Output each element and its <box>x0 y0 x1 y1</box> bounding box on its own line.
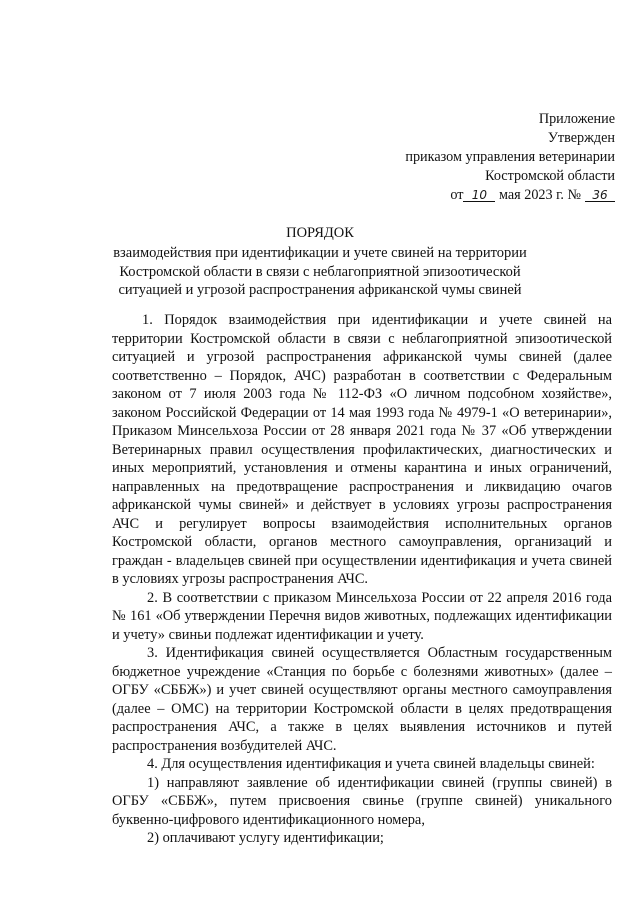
document-body <box>112 311 612 848</box>
date-month-year: мая 2023 г. № <box>495 187 581 203</box>
date-day-handwritten: 10 <box>463 189 495 202</box>
paragraph-4-item-2: 2) оплачивают услугу идентификации; <box>147 830 384 846</box>
header-order-by: приказом управления ветеринарии <box>405 149 615 165</box>
paragraph-2: 2. В соответствии с приказом Минсельхоза России от 22 апреля 2016 года № 161 «Об утверждении Перечня видов животных, подлежащих идентификации и учету» свиньи подлежат идентификации и учету. <box>112 589 612 643</box>
document-title: ПОРЯДОК <box>286 225 354 241</box>
header-appendix: Приложение <box>538 111 615 127</box>
document-subtitle: взаимодействия при идентификации и учете свиней на территории Костромской области в связи с неблагоприятной эпизоотической ситуацией и угрозой распространения африканской чумы свиней <box>113 245 527 298</box>
header-date-line <box>405 186 615 205</box>
order-number-handwritten: 36 <box>585 189 615 202</box>
date-prefix: от <box>450 187 464 203</box>
approval-header <box>405 110 615 205</box>
paragraph-4-item-1: 1) направляют заявление об идентификации свиней (группы свиней) в ОГБУ «СББЖ», путем присвоения свинье (группе свиней) уникального буквенно-цифрового идентификационного номера, <box>112 774 612 828</box>
paragraph-3: 3. Идентификация свиней осуществляется Областным государственным бюджетное учреждение «Станция по борьбе с болезнями животных» (далее – ОГБУ «СББЖ») и учет свиней осуществляют органы местного самоуправления (далее – ОМС) на территории Костромской области в целях предотвращения распространения АЧС, а также в целях выявления источников и путей распространения возбудителей АЧС. <box>112 645 612 754</box>
header-approved: Утвержден <box>547 130 615 146</box>
header-region: Костромской области <box>485 168 615 184</box>
paragraph-4: 4. Для осуществления идентификация и учета свиней владельцы свиней: <box>147 756 595 772</box>
paragraph-1: 1. Порядок взаимодействия при идентификации и учете свиней на территории Костромской области в связи с неблагоприятной эпизоотической ситуацией и угрозой распространения африканской чумы свиней (далее соответственно – Порядок, АЧС) разработан в соответствии с Федеральным законом от 7 июля 2003 года № 112-ФЗ «О личном подсобном хозяйстве», законом Российской Федерации от 14 мая 1993 года № 4979-1 «О ветеринарии», Приказом Минсельхоза России от 28 января 2021 года № 37 «Об утверждении Ветеринарных правил осуществления профилактических, диагностических и иных мероприятий, установления и отмены карантина и иных ограничений, направленных на предотвращение распространения и ликвидацию очагов африканской чумы свиней» и действует в условиях угрозы распространения АЧС и регулирует вопросы взаимодействия исполнительных органов Костромской области, органов местного самоуправления, организаций и граждан - владельцев свиней при осуществлении идентификация и учета свиней в условиях угрозы распространения АЧС. <box>112 312 612 587</box>
